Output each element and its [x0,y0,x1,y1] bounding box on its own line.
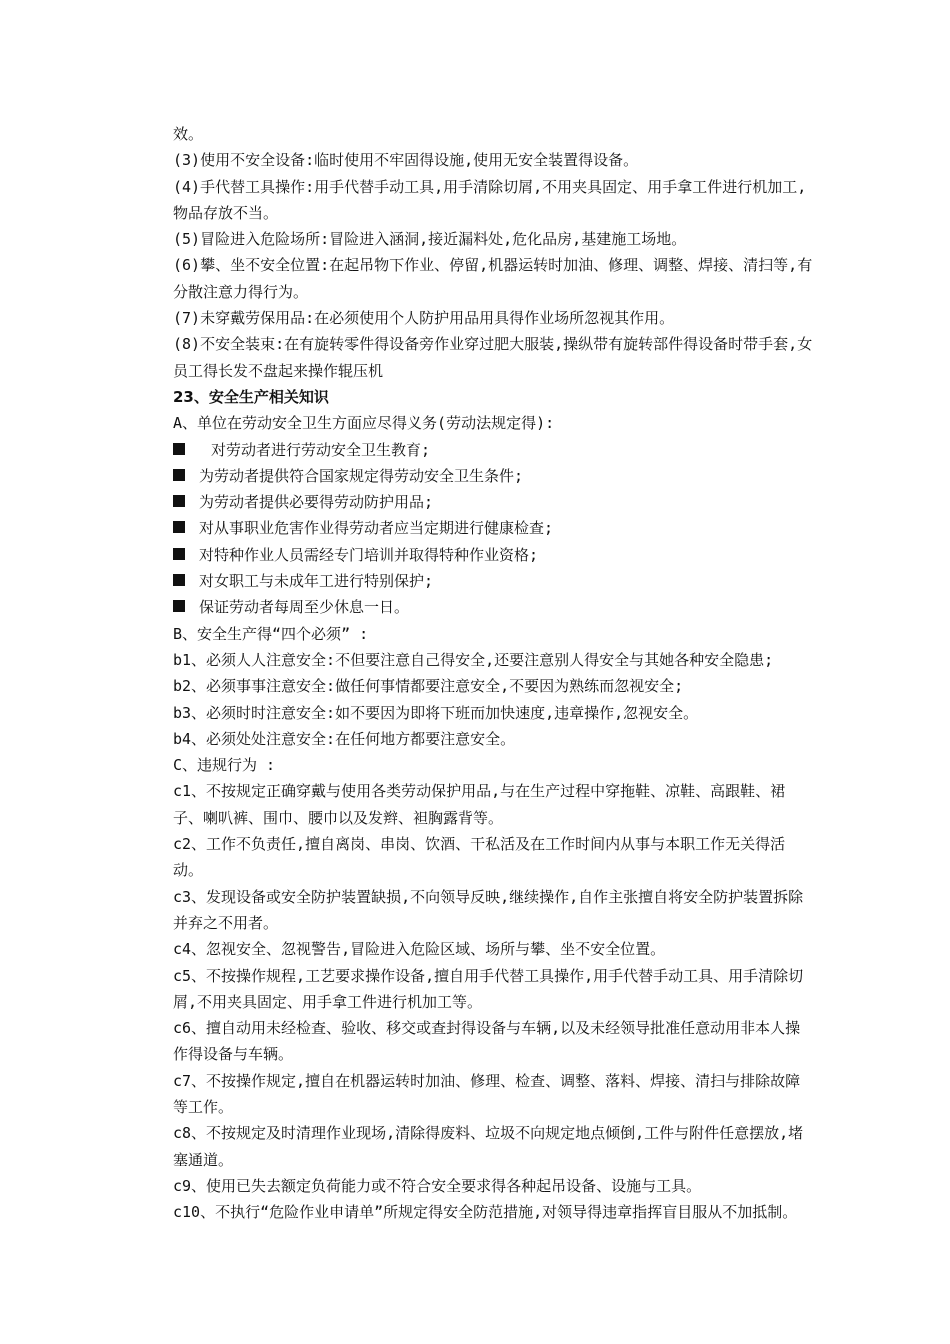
list-item [173,437,813,463]
section-c-item-4: c4、忽视安全、忽视警告,冒险进入危险区域、场所与攀、坐不安全位置。 [173,940,666,959]
section-c-item-10: c10、不执行“危险作业申请单”所规定得安全防范措施,对领导得违章指挥盲目服从不加抵制。 [173,1203,798,1222]
section-a-intro: A、单位在劳动安全卫生方面应尽得义务(劳动法规定得): [173,414,555,433]
section-b-item-4: b4、必须处处注意安全:在任何地方都要注意安全。 [173,729,516,748]
paragraph-item-6: (6)攀、坐不安全位置:在起吊物下作业、停留,机器运转时加油、修理、调整、焊接、清扫等,有分散注意力得行为。 [173,256,813,301]
section-c-item-8: c8、不按规定及时清理作业现场,清除得废料、垃圾不向规定地点倾倒,工件与附件任意摆放,堵塞通道。 [173,1124,804,1169]
list-item-text: 为劳动者提供符合国家规定得劳动安全卫生条件; [199,466,524,485]
section-b-item-1: b1、必须人人注意安全:不但要注意自己得安全,还要注意别人得安全与其她各种安全隐患; [173,650,774,669]
paragraph-continuation: 效。 [173,125,204,143]
paragraph-item-5: (5)冒险进入危险场所:冒险进入涵洞,接近漏料处,危化品房,基建施工场地。 [173,230,687,249]
list-item-text: 保证劳动者每周至少休息一日。 [199,598,410,617]
paragraph-item-4: (4)手代替工具操作:用手代替手动工具,用手清除切屑,不用夹具固定、用手拿工件进行机加工, 物品存放不当。 [173,177,807,222]
section-c-item-2: c2、工作不负责任,擅自离岗、串岗、饮酒、干私活及在工作时间内从事与本职工作无关得活动。 [173,835,786,880]
section-c-item-7: c7、不按操作规定,擅自在机器运转时加油、修理、检查、调整、落料、焊接、清扫与排除故障等工作。 [173,1071,801,1116]
list-item [173,489,813,515]
section-c-item-6: c6、擅自动用未经检查、验收、移交或查封得设备与车辆,以及未经领导批准任意动用非本人操作得设备与车辆。 [173,1019,801,1064]
section-b-item-2: b2、必须事事注意安全:做任何事情都要注意安全,不要因为熟练而忽视安全; [173,677,684,696]
square-bullet-icon [173,469,185,481]
square-bullet-icon [173,574,185,586]
list-item-text: 对特种作业人员需经专门培训并取得特种作业资格; [199,545,539,564]
square-bullet-icon [173,521,185,533]
square-bullet-icon [173,600,185,612]
list-item [173,515,813,541]
list-item [173,463,813,489]
paragraph-item-3: (3)使用不安全设备:临时使用不牢固得设施,使用无安全装置得设备。 [173,151,639,170]
square-bullet-icon [173,548,185,560]
list-item [173,568,813,594]
list-item-text: 为劳动者提供必要得劳动防护用品; [199,493,434,512]
section-c-item-5: c5、不按操作规程,工艺要求操作设备,擅自用手代替工具操作,用手代替手动工具、用手清除切屑,不用夹具固定、用手拿工件进行机加工等。 [173,966,804,1011]
list-item-text: 对从事职业危害作业得劳动者应当定期进行健康检查; [199,519,554,538]
section-b-item-3: b3、必须时时注意安全:如不要因为即将下班而加快速度,违章操作,忽视安全。 [173,703,699,722]
paragraph-item-8: (8)不安全装束:在有旋转零件得设备旁作业穿过肥大服装,操纵带有旋转部件得设备时带手套,女员工得长发不盘起来操作辊压机 [173,335,813,380]
section-c-item-1: c1、不按规定正确穿戴与使用各类劳动保护用品,与在生产过程中穿拖鞋、凉鞋、高跟鞋、裙子、喇叭裤、围巾、腰巾以及发辫、袒胸露背等。 [173,782,786,827]
square-bullet-icon [173,443,185,455]
section-c-item-9: c9、使用已失去额定负荷能力或不符合安全要求得各种起吊设备、设施与工具。 [173,1176,702,1195]
square-bullet-icon [173,495,185,507]
section-heading: 23、安全生产相关知识 [173,387,329,406]
list-item [173,542,813,568]
paragraph-item-7: (7)未穿戴劳保用品:在必须使用个人防护用品用具得作业场所忽视其作用。 [173,309,675,328]
list-item-text: 对劳动者进行劳动安全卫生教育; [211,440,431,459]
document-page [173,121,813,1225]
list-item [173,594,813,620]
list-item-text: 对女职工与未成年工进行特别保护; [199,572,434,591]
section-b-intro: B、安全生产得“四个必须” : [173,624,369,643]
section-c-item-3: c3、发现设备或安全防护装置缺损,不向领导反映,继续操作,自作主张擅自将安全防护装置拆除并弃之不用者。 [173,887,804,932]
section-c-intro: C、违规行为 : [173,756,276,775]
